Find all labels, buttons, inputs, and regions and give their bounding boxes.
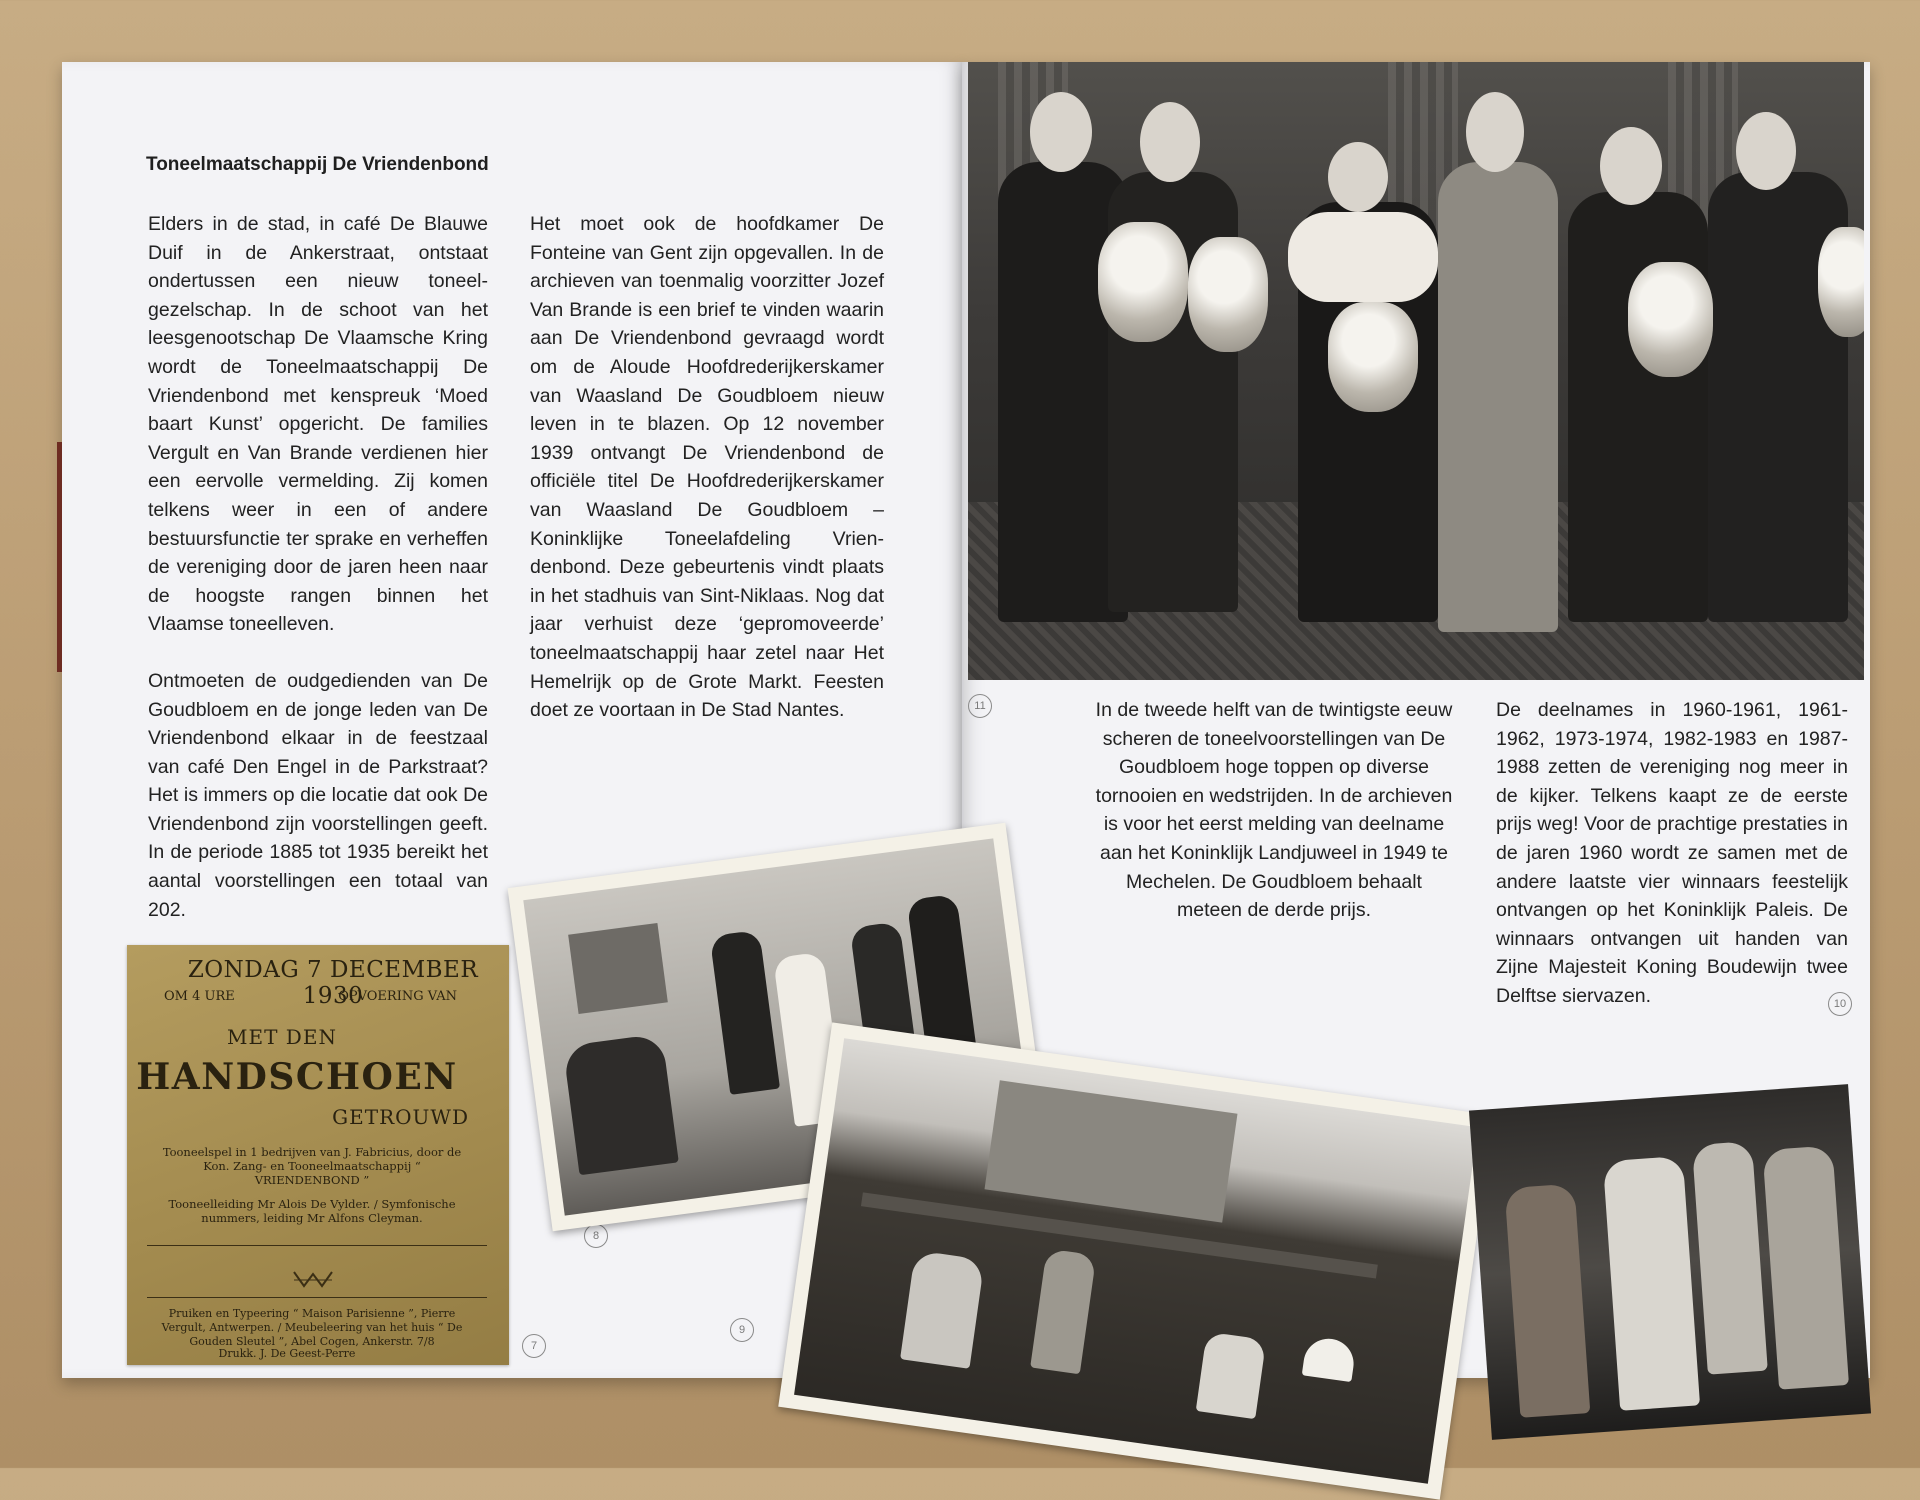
photo-number: 8 (584, 1224, 608, 1248)
paragraph: Ontmoeten de oudgedienden van De Goudbloem en de jonge leden van De Vriendenbond elkaar in de feestzaal van café Den Engel in de Parkstraat? Het is immers op die locatie dat ook De Vriendenbond zijn voorstellingen geeft. In de periode 1885 tot 1935 bereikt het aantal voorstellingen een totaal van 202. (148, 669, 488, 921)
page-edge-bookmark (57, 442, 62, 672)
upper-stage-set (985, 1080, 1238, 1222)
vase (1188, 237, 1268, 352)
ceremony-photo (968, 62, 1864, 680)
poster-direction: Tooneelleiding Mr Alois De Vylder. / Symfonische nummers, leiding Mr Alfons Cleyman. (168, 1197, 456, 1225)
text-column-1 (148, 210, 488, 952)
dance-performance-photo (1469, 1084, 1871, 1440)
poster-sponsors: Pruiken en Typeering “ Maison Parisienne ”, Pierre Vergult, Antwerpen. / Meubeleering van het huis “ De Gouden Sleutel ”, Abel Cogen, Ankerstr. 7/8 (161, 1307, 463, 1348)
person-head (1328, 142, 1388, 212)
white-fur-stole (1288, 212, 1438, 302)
person-head (1030, 92, 1092, 172)
paragraph: Elders in de stad, in café De Blauwe Duif in de Ankerstraat, ontstaat ondertussen een nieuw toneelgezelschap. In de schoot van het leesgenootschap De Vlaamsche Kring wordt de Toneelmaatschappij De Vriendenbond met kenspreuk ‘Moed baart Kunst’ opgericht. De families Vergult en Van Brande verdienen hier een eervolle vermelding. Zij komen telkens weer in een of andere bestuursfunctie ter sprake en verheffen de vereniging door de jaren heen naar de hoogste rangen binnen het Vlaamse toneelleven. (148, 213, 488, 636)
ornament-icon (292, 1270, 334, 1288)
photo-number: 7 (522, 1334, 546, 1358)
vase (1328, 302, 1418, 412)
actor (900, 1250, 985, 1369)
photo-number: 9 (730, 1318, 754, 1342)
dancer (1762, 1145, 1849, 1389)
poster-time: OM 4 URE (164, 989, 235, 1004)
text-column-3: In de tweede helft van de twintigste eeuw scheren de toneelvoorstellingen van De Goudbloem hoge toppen op diverse tornooien en wedstrijden. In de archieven is voor het eerst melding van deelname aan het Koninklijk Landjuweel in 1949 te Mechelen. De Goudbloem behaalt meteen de derde prijs. (1095, 699, 1453, 922)
picture-frame (568, 923, 668, 1014)
person-figure (1568, 192, 1708, 622)
photo-number: 11 (968, 694, 992, 718)
poster-divider (147, 1245, 487, 1246)
open-booklet (62, 62, 1870, 1378)
text-column-4: De deelnames in 1960-1961, 1961-1962, 1973-1974, 1982-1983 en 1987-1988 zetten de vereniging nog meer in de kijker. Telkens kaapt ze de eerste prijs weg! Voor de prachtige prestaties in de jaren 1960 wordt ze samen met de andere laatste vier winnaars feestelijk ontvangen op het Koninklijk Paleis. De winnaars ontvangen uit handen van Zijne Majesteit Koning Boudewijn twee Delftse siervazen. (1496, 699, 1848, 1007)
section-heading: Toneelmaatschappij De Vriendenbond (146, 154, 489, 175)
actor (710, 930, 780, 1095)
person-head (1140, 102, 1200, 182)
poster-title-pre: MET DEN (227, 1025, 337, 1049)
dancer (1504, 1183, 1590, 1417)
paragraph: Het moet ook de hoofdkamer De Fonteine van Gent zijn opgevallen. In de archieven van toenmalig voorzitter Jozef Van Brande is een brief te vinden waarin aan De Vriendenbond gevraagd wordt om de Aloude Hoofdrederijkerskamer van Waasland De Goudbloem nieuw leven in te blazen. Op 12 november 1939 ontvangt De Vriendenbond de officiële titel De Hoofdrederijkerskamer van Waasland De Goudbloem – Koninklijke Toneelafdeling Vriendenbond. Deze gebeurtenis vindt plaats in het stadhuis van Sint-Niklaas. Nog dat jaar verhuist deze ‘gepromoveerde’ toneelmaatschappij haar zetel naar Het Hemelrijk op de Grote Markt. Feesten doet ze voortaan in De Stad Nantes. (530, 213, 884, 722)
person-head (1736, 112, 1796, 190)
poster-performance-label: OPVOERING VAN (338, 989, 457, 1004)
actor (1030, 1248, 1096, 1374)
poster-printer: Drukk. J. De Geest-Perre (218, 1347, 356, 1360)
poster-title-post: GETROUWD (332, 1105, 469, 1129)
vase (1628, 262, 1713, 377)
poster-divider (147, 1297, 487, 1298)
vase (1818, 227, 1864, 337)
actor (1196, 1332, 1267, 1420)
lamp (1302, 1336, 1357, 1383)
dancer (1603, 1156, 1700, 1411)
poster-title-main: HANDSCHOEN (136, 1056, 458, 1098)
poster-date: ZONDAG 7 DECEMBER 1930 (187, 957, 479, 1009)
person-head (1600, 127, 1662, 205)
seated-actor (563, 1033, 679, 1175)
photo-number: 10 (1828, 992, 1852, 1016)
text-column-2 (530, 210, 884, 753)
dancer (1692, 1141, 1768, 1375)
poster-credits: Tooneelspel in 1 bedrijven van J. Fabricius, door de Kon. Zang- en Tooneelmaatschappij “ VRIENDENBOND ” (162, 1145, 462, 1187)
person-figure-uniform (1438, 162, 1558, 632)
vase (1098, 222, 1188, 342)
person-head (1466, 92, 1524, 172)
theatre-poster-clipping (127, 945, 509, 1365)
